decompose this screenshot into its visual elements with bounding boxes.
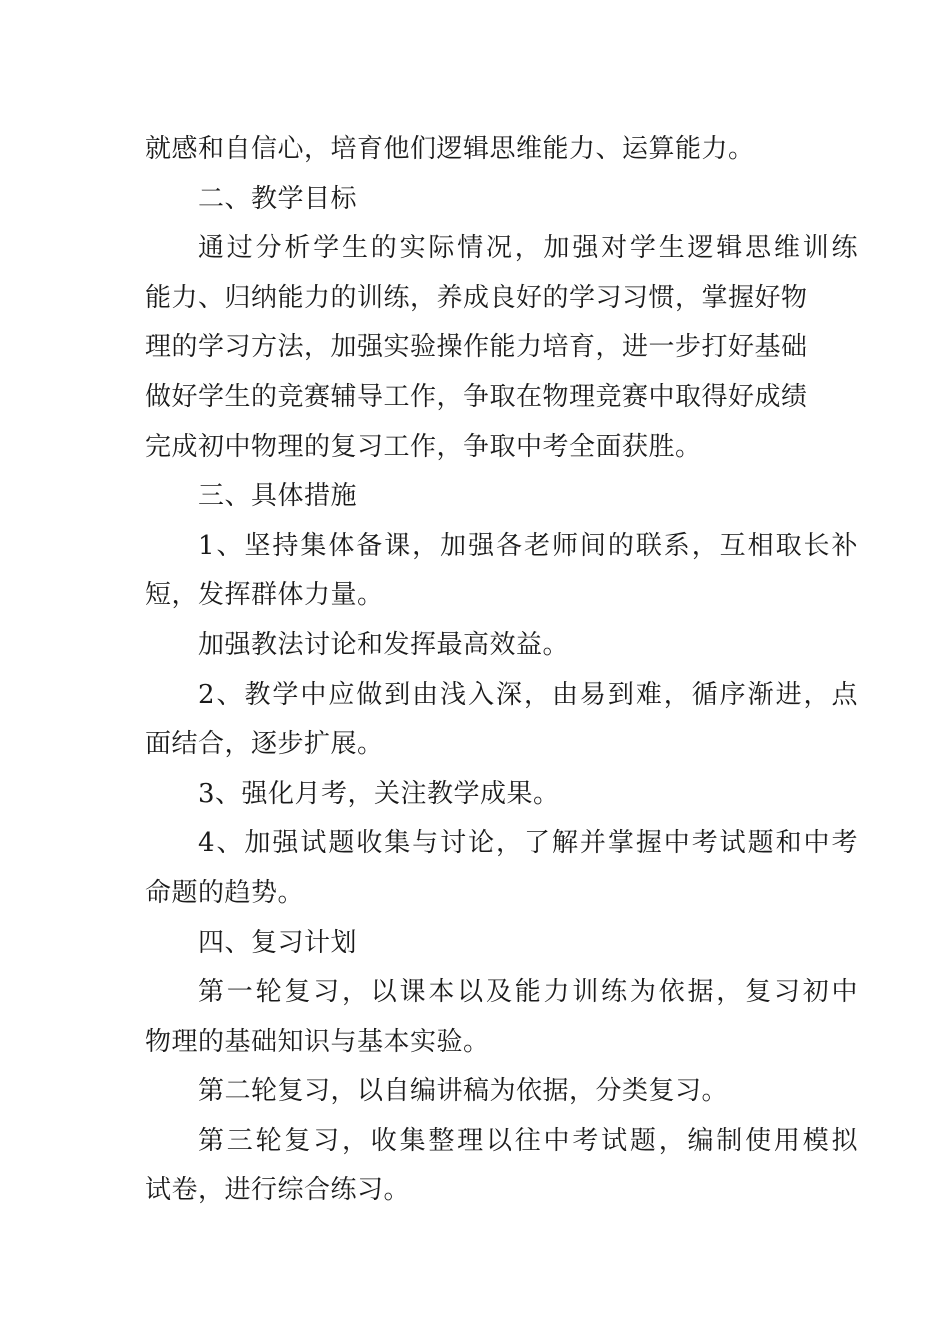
paragraph-line: 第一轮复习，以课本以及能力训练为依据，复习初中	[198, 977, 858, 1008]
paragraph-line: 加强教法讨论和发挥最高效益。	[198, 629, 570, 660]
paragraph-line: 通过分析学生的实际情况，加强对学生逻辑思维训练	[198, 233, 858, 264]
document-body	[145, 125, 858, 1216]
paragraph-line: 就感和自信心，培育他们逻辑思维能力、运算能力。	[145, 134, 755, 164]
paragraph-line: 4、加强试题收集与讨论，了解并掌握中考试题和中考	[198, 828, 858, 859]
paragraph-line: 能力、归纳能力的训练，养成良好的学习习惯，掌握好物	[145, 282, 808, 313]
paragraph-line: 3、强化月考，关注教学成果。	[198, 778, 560, 809]
paragraph-line: 做好学生的竞赛辅导工作，争取在物理竞赛中取得好成绩	[145, 381, 808, 412]
paragraph-line: 短，发挥群体力量。	[145, 580, 384, 611]
paragraph-line: 2、教学中应做到由浅入深，由易到难，循序渐进，点	[198, 679, 858, 710]
paragraph-line: 命题的趋势。	[145, 877, 305, 908]
paragraph-line: 面结合，逐步扩展。	[145, 729, 384, 760]
paragraph-line: 第二轮复习，以自编讲稿为依据，分类复习。	[198, 1076, 729, 1107]
paragraph-line: 试卷，进行综合练习。	[145, 1175, 411, 1206]
paragraph-line: 完成初中物理的复习工作，争取中考全面获胜。	[145, 431, 702, 462]
paragraph-line: 理的学习方法，加强实验操作能力培育，进一步打好基础	[145, 332, 808, 363]
section-heading-specific-measures: 三、具体措施	[198, 481, 358, 512]
paragraph-line: 物理的基础知识与基本实验。	[145, 1026, 490, 1057]
paragraph-line: 1、坚持集体备课，加强各老师间的联系，互相取长补	[198, 530, 858, 561]
paragraph-line: 第三轮复习，收集整理以往中考试题，编制使用模拟	[198, 1125, 858, 1156]
section-heading-review-plan: 四、复习计划	[198, 927, 358, 958]
section-heading-teaching-goals: 二、教学目标	[198, 183, 358, 214]
